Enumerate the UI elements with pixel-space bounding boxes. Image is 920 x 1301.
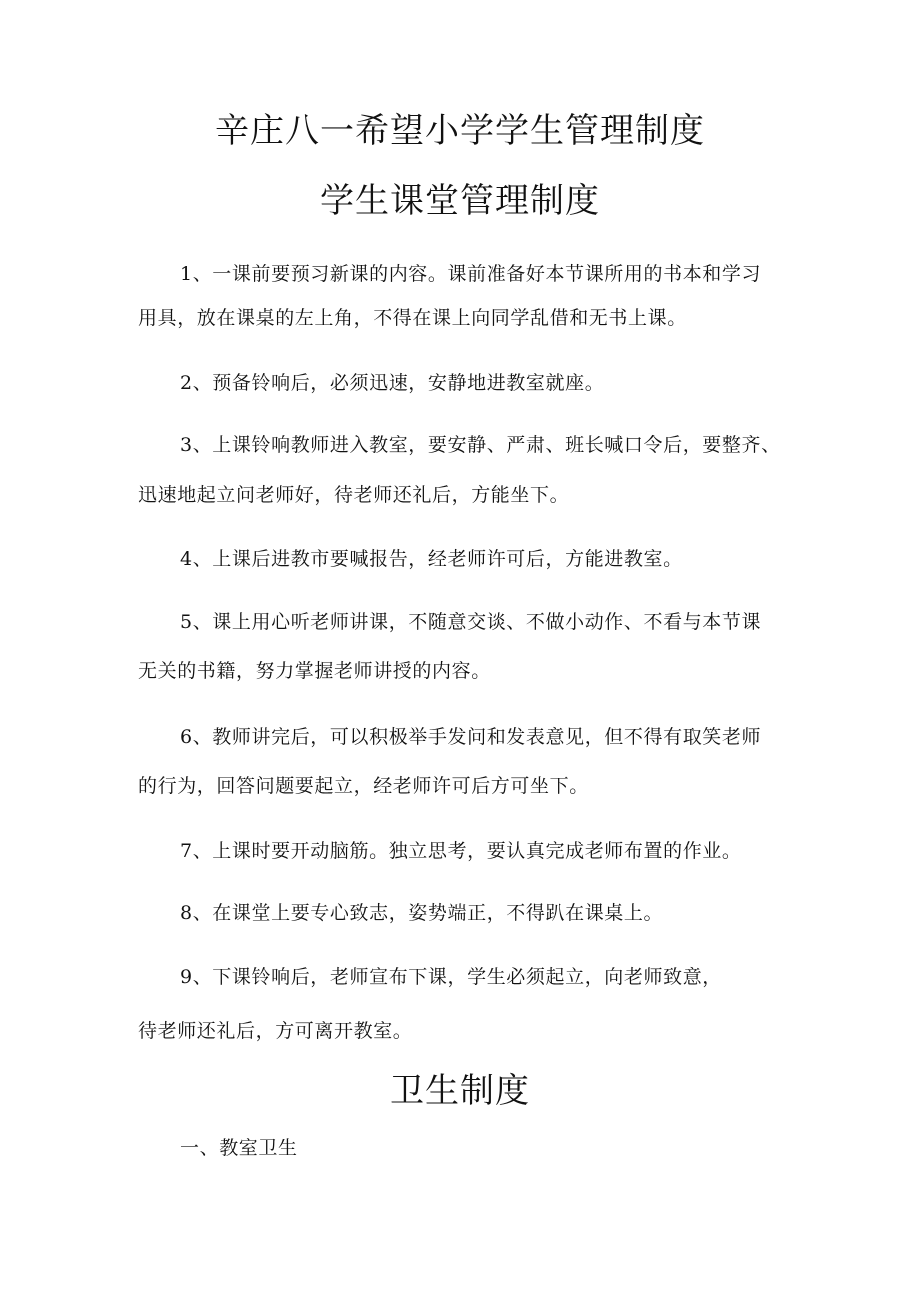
main-title: 辛庄八一希望小学学生管理制度: [215, 111, 705, 151]
rule-5-line-1: 5、课上用心听老师讲课，不随意交谈、不做小动作、不看与本节课: [180, 611, 762, 633]
rule-1-line-1: 1、一课前要预习新课的内容。课前准备好本节课所用的书本和学习: [180, 263, 762, 285]
rule-7-line-1: 7、上课时要开动脑筋。独立思考，要认真完成老师布置的作业。: [180, 840, 742, 862]
rule-9-line-2: 待老师还礼后，方可离开教室。: [138, 1020, 413, 1042]
section-title: 卫生制度: [390, 1071, 530, 1111]
rule-5-line-2: 无关的书籍，努力掌握老师讲授的内容。: [138, 660, 491, 682]
rule-4-line-1: 4、上课后进教市要喊报告，经老师许可后，方能进教室。: [180, 548, 683, 570]
rule-3-line-1: 3、上课铃响教师进入教室，要安静、严肃、班长喊口令后，要整齐、: [180, 434, 781, 456]
rule-6-line-2: 的行为，回答问题要起立，经老师许可后方可坐下。: [138, 775, 589, 797]
rule-6-line-1: 6、教师讲完后，可以积极举手发问和发表意见，但不得有取笑老师: [180, 726, 762, 748]
rule-1-line-2: 用具，放在课桌的左上角，不得在课上向同学乱借和无书上课。: [138, 307, 687, 329]
rule-2-line-1: 2、预备铃响后，必须迅速，安静地进教室就座。: [180, 372, 605, 394]
rule-9-line-1: 9、下课铃响后，老师宣布下课，学生必须起立，向老师致意，: [180, 966, 722, 988]
section-item: 一、教室卫生: [180, 1137, 298, 1159]
sub-title: 学生课堂管理制度: [320, 181, 600, 221]
rule-3-line-2: 迅速地起立问老师好，待老师还礼后，方能坐下。: [138, 484, 570, 506]
rule-8-line-1: 8、在课堂上要专心致志，姿势端正，不得趴在课桌上。: [180, 902, 664, 924]
